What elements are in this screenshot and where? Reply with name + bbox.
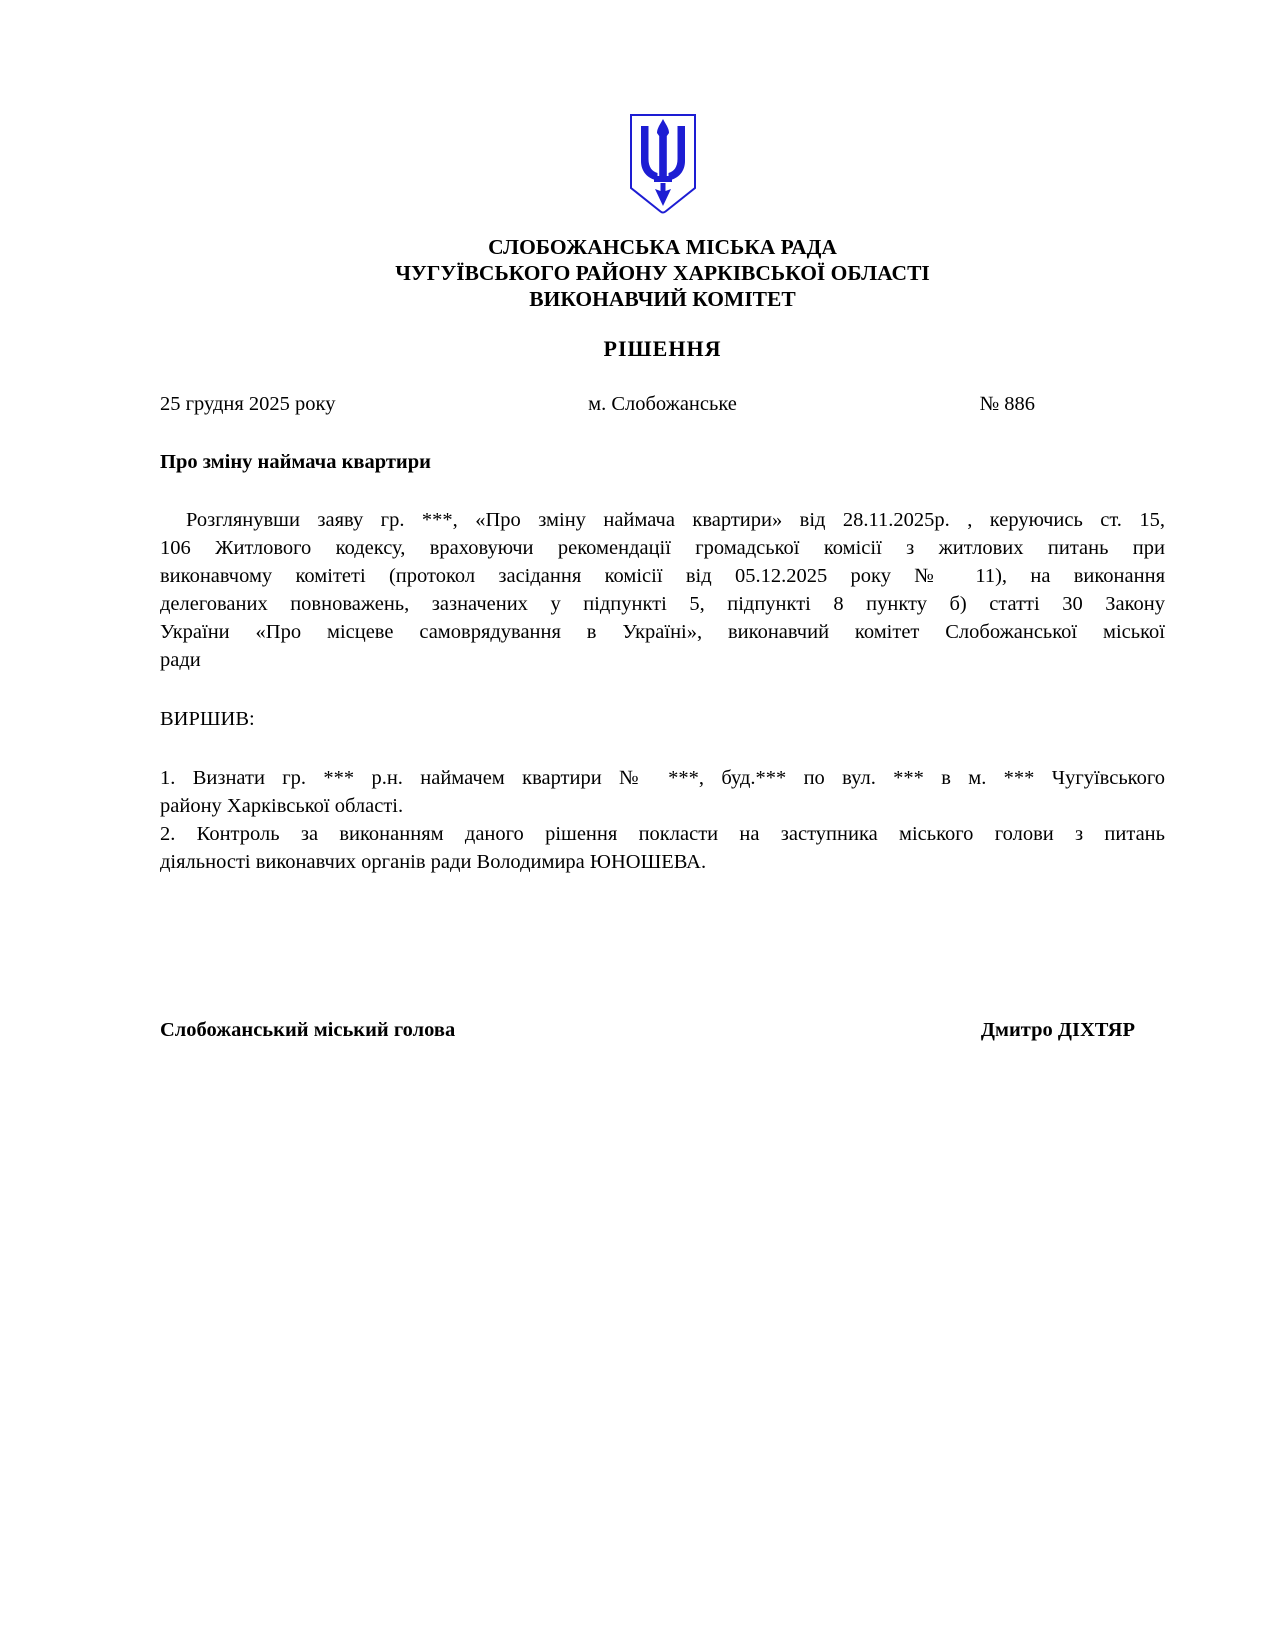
emblem-container [160,113,1165,220]
doc-number: № 886 [979,393,1035,415]
doc-type-title: РІШЕННЯ [603,336,722,361]
signer-name: Дмитро ДІХТЯР [980,1019,1135,1041]
org-name-line3: ВИКОНАВЧИЙ КОМІТЕТ [529,287,796,311]
doc-place: м. Слобожанське [588,393,737,415]
preamble-paragraph: Розглянувши заяву гр. ***, «Про зміну наймача квартири» від 28.11.2025р. , керуючись ст. 15, 106 Житлового кодексу, враховуючи рекомендації громадської комісії з житлових питань при виконавчому комітеті (протокол засідання комісії від 05.12.2025 року № 11), на виконання делегованих повноважень, зазначених у підпункті 5, підпункті 8 пункту б) статті 30 Закону України «Про місцеве самоврядування в Україні», виконавчий комітет Слобожанської міської ради [160,509,1165,671]
org-header [160,234,1165,312]
date-row [160,393,1165,419]
doc-date: 25 грудня 2025 року [160,393,336,415]
resolution-word: ВИРШИВ: [160,708,255,730]
org-name-line1: СЛОБОЖАНСЬКА МІСЬКА РАДА [488,235,837,259]
org-name-line2: ЧУГУЇВСЬКОГО РАЙОНУ ХАРКІВСЬКОЇ ОБЛАСТІ [395,261,930,285]
doc-subject: Про зміну наймача квартири [160,451,431,473]
signer-position: Слобожанський міський голова [160,1019,456,1041]
ukraine-trident-shield-icon [629,113,697,215]
resolution-item-2: 2. Контроль за виконанням даного рішення покласти на заступника міського голови з питань діяльності виконавчих органів ради Володимира ЮНОШЕВА. [160,823,1165,873]
resolution-item-1: 1. Визнати гр. *** р.н. наймачем квартири № ***, буд.*** по вул. *** в м. *** Чугуївського району Харківської області. [160,767,1165,817]
resolution-items [160,764,1165,876]
signature-row [160,1019,1165,1042]
